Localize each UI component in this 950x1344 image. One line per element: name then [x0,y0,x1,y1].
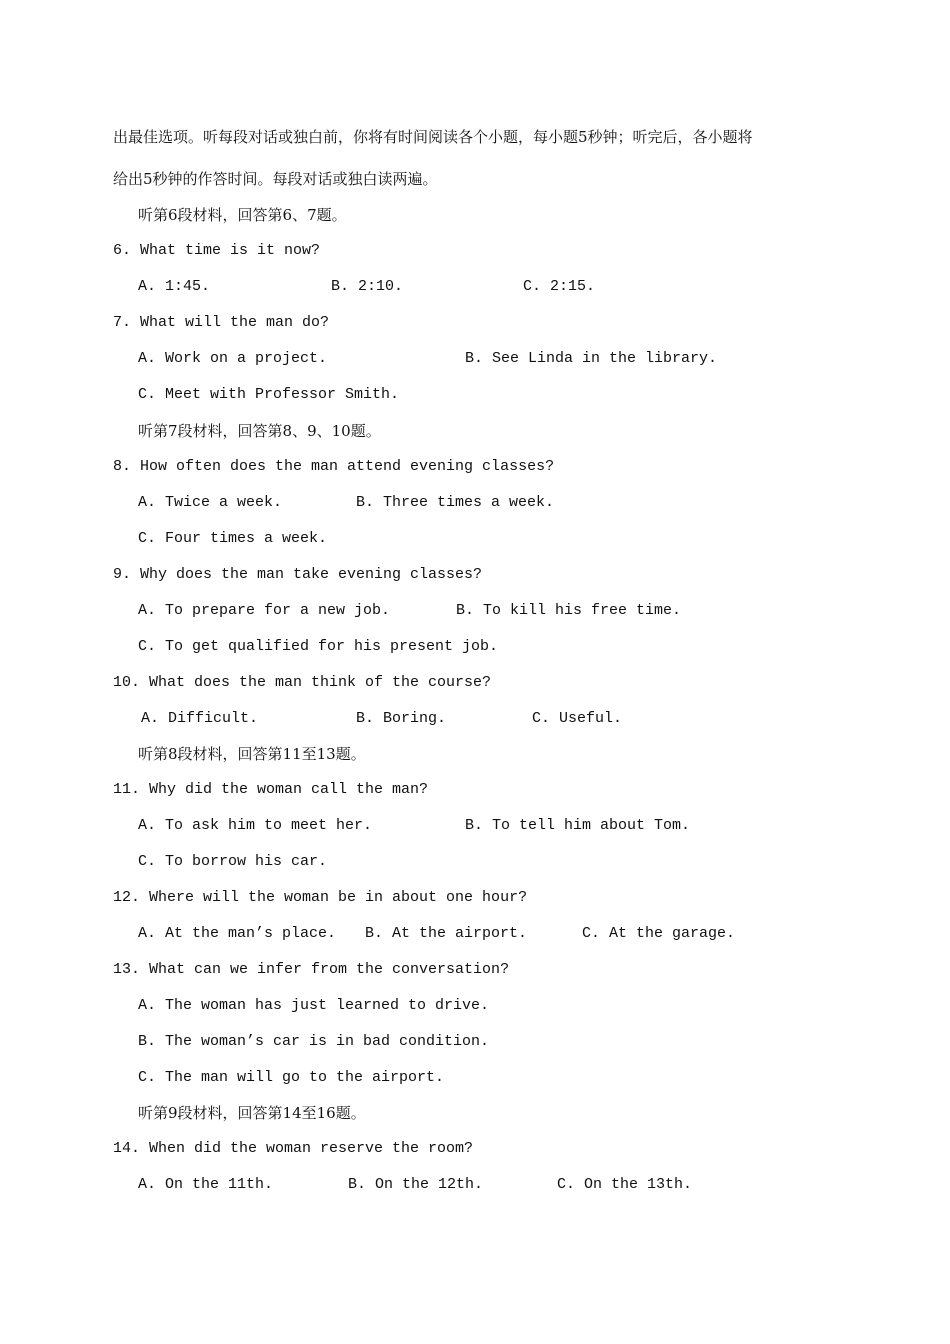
question-9-stem: 9. Why does the man take evening classes? [113,566,483,583]
question-14-option-a: A. On the 11th. [138,1176,274,1193]
question-6-option-a: A. 1:45. [138,278,211,295]
question-12-option-b: B. At the airport. [365,925,528,942]
question-11-option-b: B. To tell him about Tom. [465,817,691,834]
question-7-option-b: B. See Linda in the library. [465,350,718,367]
question-13-option-c: C. The man will go to the airport. [138,1069,445,1086]
question-10-stem: 10. What does the man think of the course? [113,674,492,691]
question-7-stem: 7. What will the man do? [113,314,330,331]
question-6-option-c: C. 2:15. [523,278,596,295]
question-6-option-b: B. 2:10. [331,278,404,295]
question-14-option-b: B. On the 12th. [348,1176,484,1193]
question-11-option-c: C. To borrow his car. [138,853,328,870]
intro-line-1: 出最佳选项。听每段对话或独白前，你将有时间阅读各个小题，每小题5秒钟；听完后，各小题将 [113,128,753,146]
section-heading-8: 听第8段材料，回答第11至13题。 [138,745,366,763]
question-12-option-c: C. At the garage. [582,925,736,942]
question-13-option-b: B. The woman’s car is in bad condition. [138,1033,490,1050]
section-heading-6: 听第6段材料，回答第6、7题。 [138,206,347,224]
question-8-option-c: C. Four times a week. [138,530,328,547]
intro-line-2: 给出5秒钟的作答时间。每段对话或独白读两遍。 [113,170,438,188]
question-14-option-c: C. On the 13th. [557,1176,693,1193]
section-heading-9: 听第9段材料，回答第14至16题。 [138,1104,366,1122]
question-9-option-a: A. To prepare for a new job. [138,602,391,619]
question-12-stem: 12. Where will the woman be in about one hour? [113,889,528,906]
question-10-option-c: C. Useful. [532,710,623,727]
question-12-option-a: A. At the man’s place. [138,925,337,942]
question-6-stem: 6. What time is it now? [113,242,321,259]
question-10-option-b: B. Boring. [356,710,447,727]
question-11-stem: 11. Why did the woman call the man? [113,781,429,798]
question-8-stem: 8. How often does the man attend evening classes? [113,458,555,475]
question-13-option-a: A. The woman has just learned to drive. [138,997,490,1014]
question-13-stem: 13. What can we infer from the conversation? [113,961,510,978]
question-9-option-b: B. To kill his free time. [456,602,682,619]
question-14-stem: 14. When did the woman reserve the room? [113,1140,474,1157]
question-7-option-a: A. Work on a project. [138,350,328,367]
question-9-option-c: C. To get qualified for his present job. [138,638,499,655]
question-8-option-b: B. Three times a week. [356,494,555,511]
question-7-option-c: C. Meet with Professor Smith. [138,386,400,403]
section-heading-7: 听第7段材料，回答第8、9、10题。 [138,422,381,440]
question-8-option-a: A. Twice a week. [138,494,283,511]
question-10-option-a: A. Difficult. [141,710,259,727]
question-11-option-a: A. To ask him to meet her. [138,817,373,834]
